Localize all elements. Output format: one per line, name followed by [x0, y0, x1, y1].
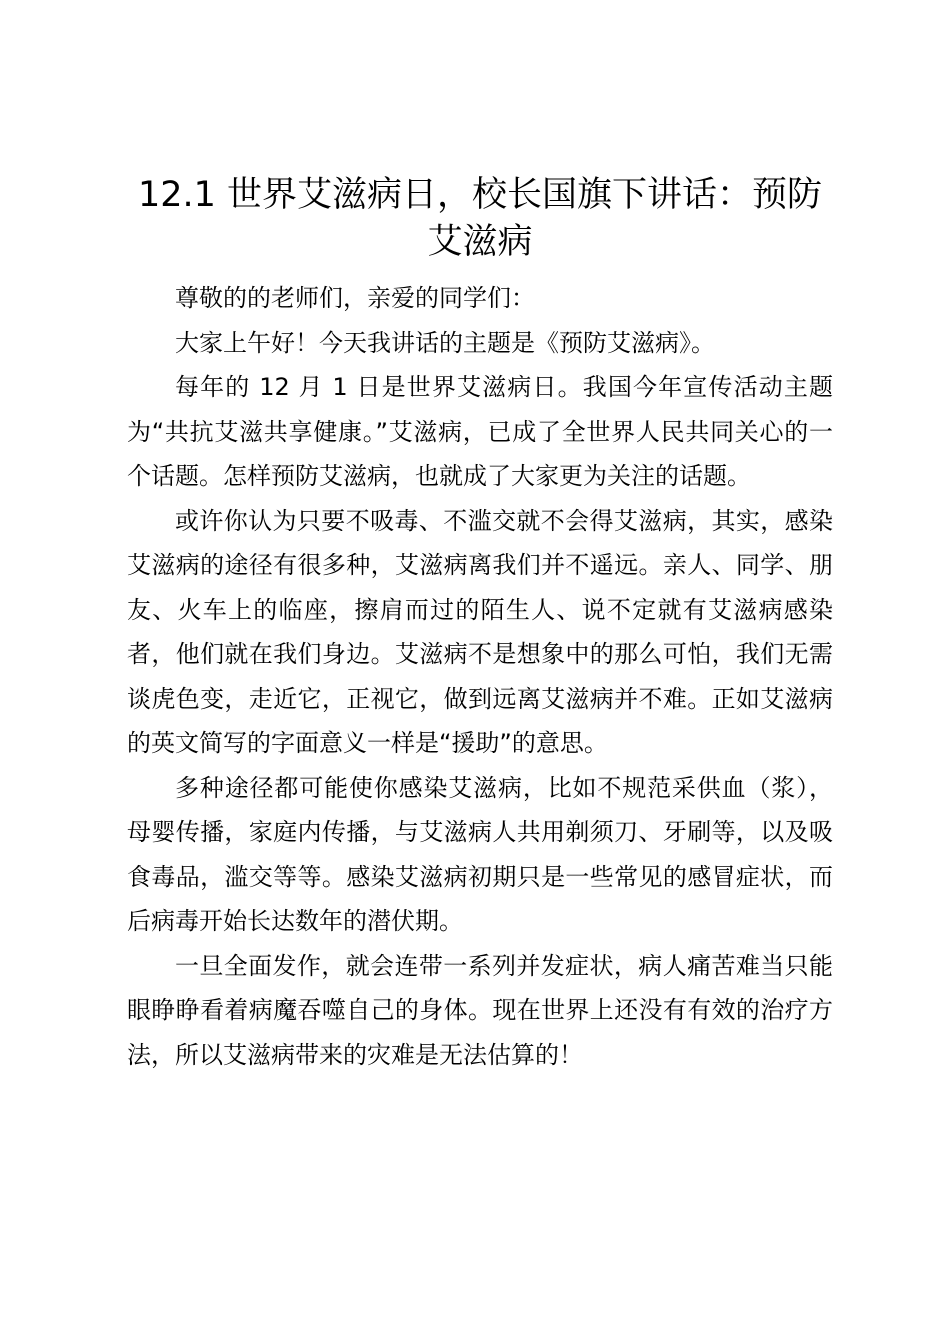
document-title: 12.1 世界艾滋病日，校长国旗下讲话：预防艾滋病 [137, 175, 823, 262]
salutation-paragraph: 尊敬的的老师们，亲爱的同学们： [175, 284, 535, 312]
body-paragraph: 多种途径都可能使你感染艾滋病，比如不规范采供血（浆），母婴传播，家庭内传播，与艾滋病人共用剃须刀、牙刷等，以及吸食毒品，滥交等等。感染艾滋病初期只是一些常见的感冒症状，而后病毒开始长达数年的潜伏期。 [127, 773, 833, 935]
body-paragraph: 一旦全面发作，就会连带一系列并发症状，病人痛苦难当只能眼睁睁看着病魔吞噬自己的身体。现在世界上还没有有效的治疗方法，所以艾滋病带来的灾难是无法估算的！ [127, 951, 833, 1069]
greeting-paragraph: 大家上午好！今天我讲话的主题是《预防艾滋病》。 [175, 328, 715, 357]
body-paragraph: 或许你认为只要不吸毒、不滥交就不会得艾滋病，其实，感染艾滋病的途径有很多种，艾滋病离我们并不遥远。亲人、同学、朋友、火车上的临座，擦肩而过的陌生人、说不定就有艾滋病感染者，他们就在我们身边。艾滋病不是想象中的那么可怕，我们无需谈虎色变，走近它，正视它，做到远离艾滋病并不难。正如艾滋病的英文简写的字面意义一样是“援助”的意思。 [127, 506, 833, 757]
document-page [127, 172, 833, 1077]
body-paragraph: 每年的 12 月 1 日是世界艾滋病日。我国今年宣传活动主题为“共抗艾滋共享健康。”艾滋病，已成了全世界人民共同关心的一个话题。怎样预防艾滋病，也就成了大家更为关注的话题。 [127, 373, 833, 490]
